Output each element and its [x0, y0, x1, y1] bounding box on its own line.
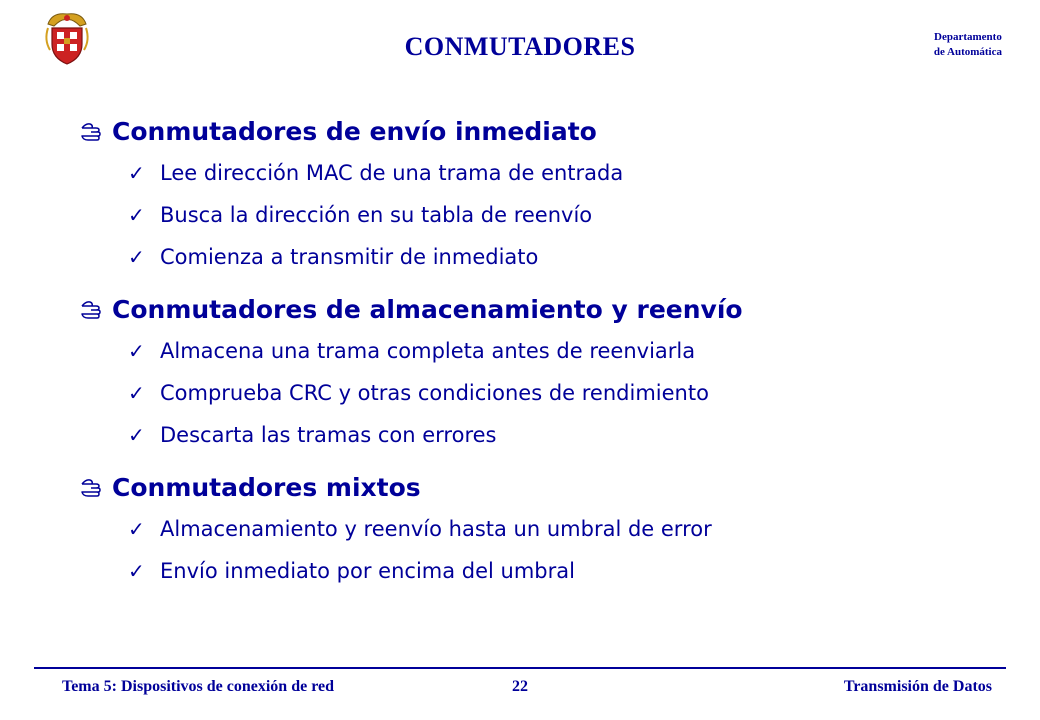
footer-divider [34, 667, 1006, 669]
checkmark-icon: ✓ [128, 161, 145, 185]
checkmark-icon: ✓ [128, 339, 145, 363]
section-heading [80, 466, 1000, 508]
section-almacenamiento-reenvio [80, 288, 1000, 456]
pointing-hand-icon [80, 475, 108, 499]
section-heading-text: Conmutadores de envío inmediato [112, 116, 597, 146]
pointing-hand-icon [80, 119, 108, 143]
list-item-text: Lee dirección MAC de una trama de entrada [160, 161, 624, 185]
list-item [80, 330, 1000, 372]
list-item [80, 414, 1000, 456]
slide-content [80, 110, 1000, 602]
list-item-text: Comienza a transmitir de inmediato [160, 245, 539, 269]
footer-topic: Tema 5: Dispositivos de conexión de red [62, 678, 335, 695]
department-line-2: de Automática [933, 46, 1002, 58]
checkmark-icon: ✓ [128, 423, 145, 447]
checkmark-icon: ✓ [128, 517, 145, 541]
checkmark-icon: ✓ [128, 245, 145, 269]
section-heading-text: Conmutadores de almacenamiento y reenvío [112, 294, 743, 324]
list-item [80, 194, 1000, 236]
list-item-text: Almacenamiento y reenvío hasta un umbral de error [160, 517, 712, 541]
section-heading [80, 288, 1000, 330]
checkmark-icon: ✓ [128, 559, 145, 583]
list-item-text: Busca la dirección en su tabla de reenvío [160, 203, 593, 227]
pointing-hand-icon [80, 297, 108, 321]
section-mixtos [80, 466, 1000, 592]
list-item-text: Comprueba CRC y otras condiciones de rendimiento [160, 381, 709, 405]
section-heading-text: Conmutadores mixtos [112, 472, 421, 502]
section-heading [80, 110, 1000, 152]
department-label [934, 30, 1002, 60]
list-item [80, 152, 1000, 194]
list-item-text: Almacena una trama completa antes de reenviarla [160, 339, 696, 363]
checkmark-icon: ✓ [128, 381, 145, 405]
section-envio-inmediato [80, 110, 1000, 278]
checkmark-icon: ✓ [128, 203, 145, 227]
list-item [80, 508, 1000, 550]
department-line-1: Departamento [934, 31, 1002, 43]
page-number: 22 [512, 678, 528, 695]
list-item [80, 550, 1000, 592]
footer-course: Transmisión de Datos [843, 678, 992, 695]
list-item [80, 236, 1000, 278]
list-item-text: Envío inmediato por encima del umbral [160, 559, 575, 583]
list-item-text: Descarta las tramas con errores [160, 423, 497, 447]
list-item [80, 372, 1000, 414]
page-title: CONMUTADORES [404, 32, 636, 61]
